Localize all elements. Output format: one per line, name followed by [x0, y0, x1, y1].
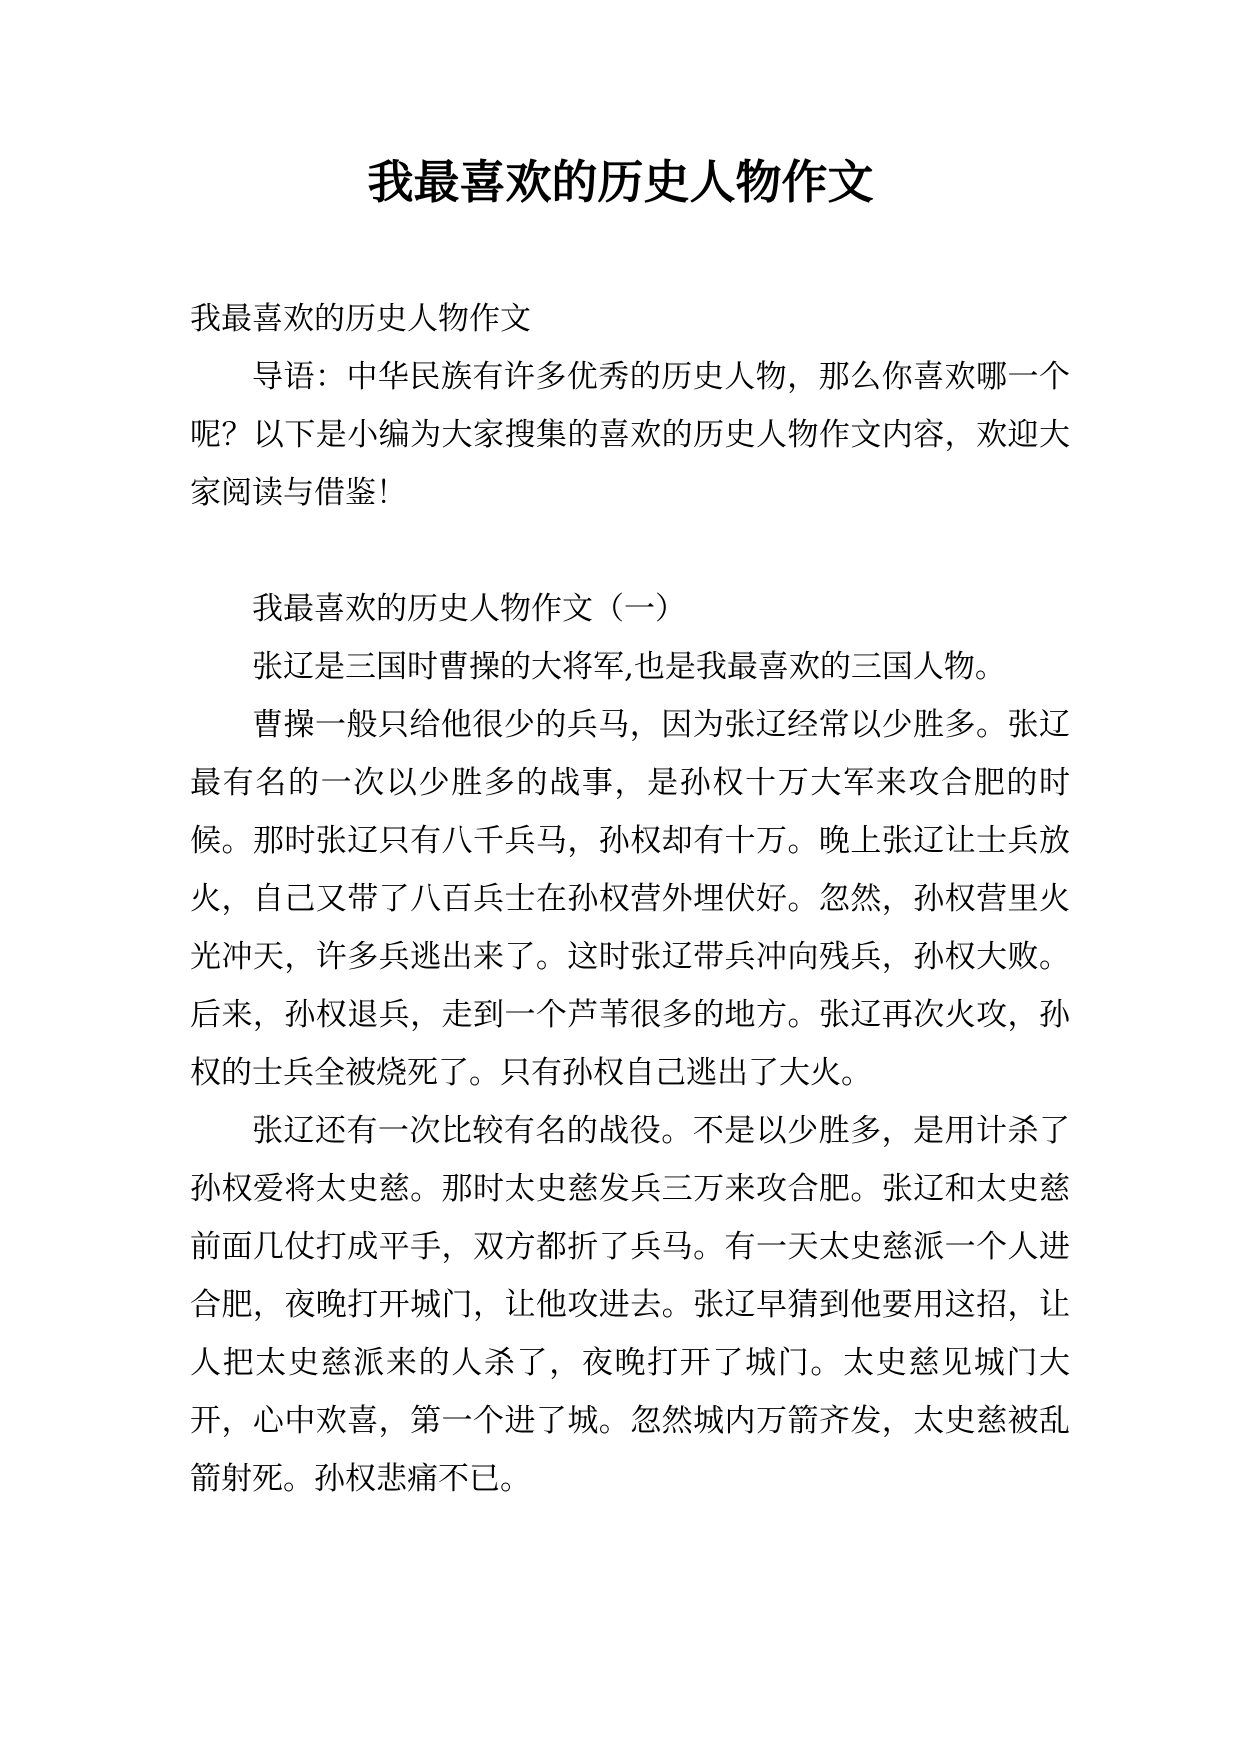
paragraph-spacer: [190, 522, 1070, 580]
body-paragraph-3: 张辽还有一次比较有名的战役。不是以少胜多，是用计杀了孙权爱将太史慈。那时太史慈发兵三万来攻合肥。张辽和太史慈前面几仗打成平手，双方都折了兵马。有一天太史慈派一个人进合肥，夜晚打开城门，让他攻进去。张辽早猜到他要用这招，让人把太史慈派来的人杀了，夜晚打开了城门。太史慈见城门大开，心中欢喜，第一个进了城。忽然城内万箭齐发，太史慈被乱箭射死。孙权悲痛不已。: [190, 1113, 1070, 1497]
document-title: 我最喜欢的历史人物作文: [367, 155, 874, 209]
subtitle-line: 我最喜欢的历史人物作文: [190, 301, 531, 337]
body-paragraph-2: 曹操一般只给他很少的兵马，因为张辽经常以少胜多。张辽最有名的一次以少胜多的战事，是孙权十万大军来攻合肥的时候。那时张辽只有八千兵马，孙权却有十万。晚上张辽让士兵放火，自己又带了八百兵士在孙权营外埋伏好。忽然，孙权营里火光冲天，许多兵逃出来了。这时张辽带兵冲向残兵，孙权大败。后来，孙权退兵，走到一个芦苇很多的地方。张辽再次火攻，孙权的士兵全被烧死了。只有孙权自己逃出了大火。: [190, 707, 1070, 1091]
document-body: [190, 290, 1070, 1508]
body-paragraph-1: 张辽是三国时曹操的大将军,也是我最喜欢的三国人物。: [252, 649, 1006, 685]
intro-paragraph: 导语：中华民族有许多优秀的历史人物，那么你喜欢哪一个呢？以下是小编为大家搜集的喜欢的历史人物作文内容，欢迎大家阅读与借鉴！: [190, 359, 1070, 511]
section-heading: 我最喜欢的历史人物作文（一）: [252, 591, 686, 627]
